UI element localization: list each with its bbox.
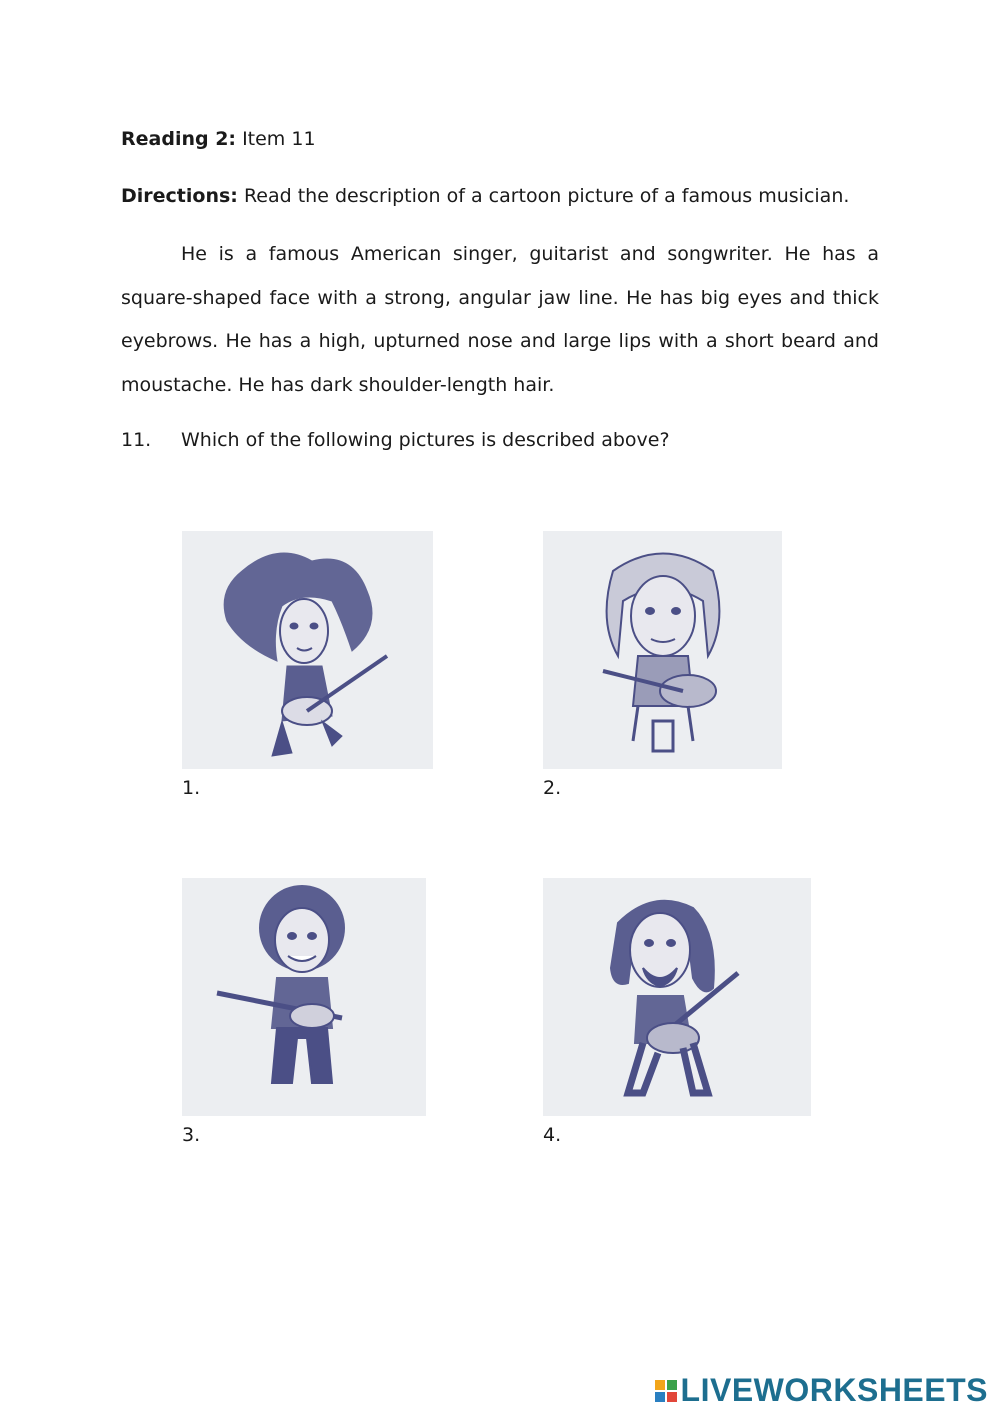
reading-passage: He is a famous American singer, guitarist and songwriter. He has a square-shaped face with a strong, angular jaw line. He has big eyes and thick eyebrows. He has a high, upturned nose and large lips with a short beard and moustache. He has dark shoulder-length hair. — [121, 243, 879, 396]
question-text: Which of the following pictures is described above? — [181, 429, 670, 451]
caricature-long-wild-hair-icon — [182, 531, 433, 769]
question-number: 11. — [121, 429, 152, 451]
option-4-picture[interactable] — [543, 878, 811, 1116]
option-3-label: 3. — [182, 1124, 201, 1146]
option-3-picture[interactable] — [182, 878, 426, 1116]
directions-label: Directions: — [121, 185, 238, 207]
directions-text: Read the description of a cartoon picture of a famous musician. — [243, 185, 850, 207]
option-2-label: 2. — [543, 777, 562, 799]
reading-label: Reading 2: — [121, 128, 237, 150]
option-2-picture[interactable] — [543, 531, 782, 769]
reading-value: Item 11 — [242, 128, 316, 150]
logo-squares-icon — [655, 1380, 677, 1402]
brand-text: LIVEWORKSHEETS — [680, 1372, 988, 1408]
option-1-picture[interactable] — [182, 531, 433, 769]
option-4-label: 4. — [543, 1124, 562, 1146]
caricature-bearded-long-hair-guitarist-icon — [543, 878, 811, 1116]
liveworksheets-logo — [655, 1372, 988, 1409]
caricature-afro-hair-guitarist-icon — [182, 878, 426, 1116]
directions-line — [121, 185, 849, 207]
reading-title — [121, 128, 316, 150]
caricature-blond-seated-guitarist-icon — [543, 531, 782, 769]
option-1-label: 1. — [182, 777, 201, 799]
